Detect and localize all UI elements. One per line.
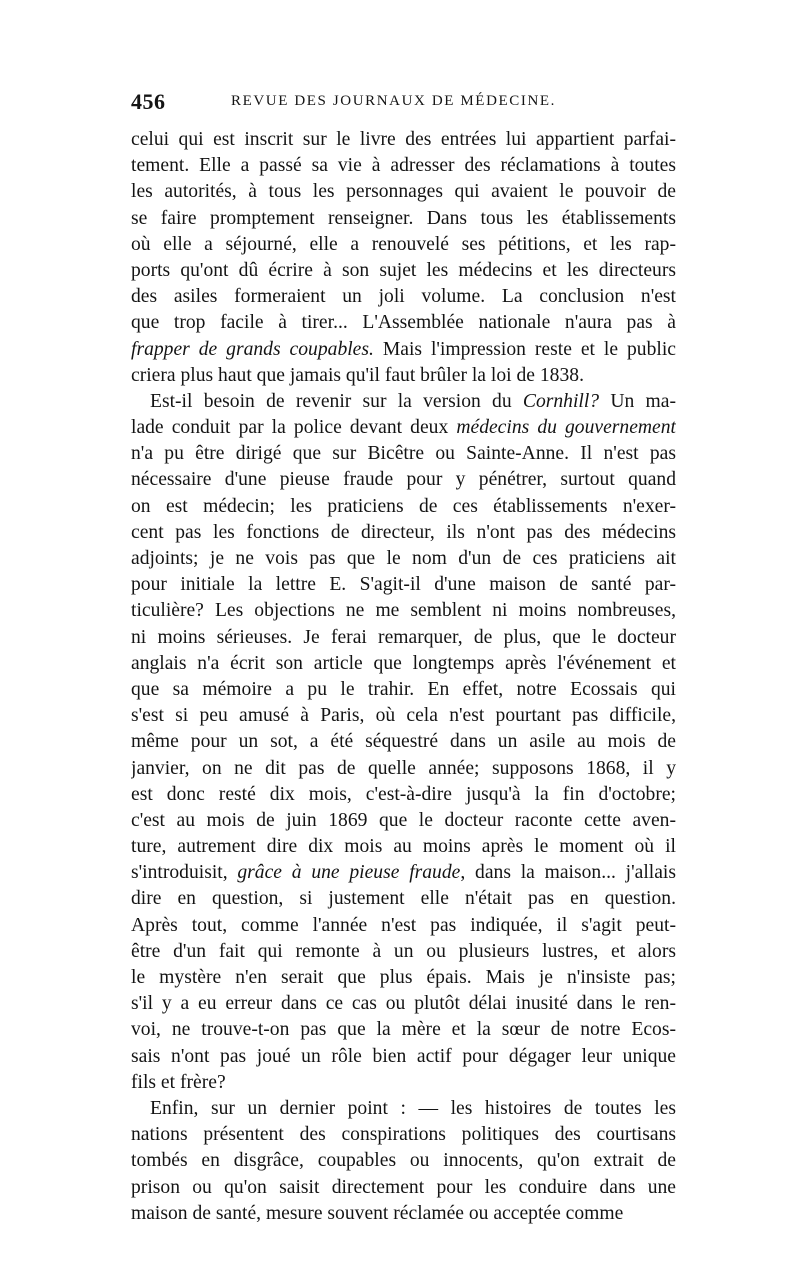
- running-title: REVUE DES JOURNAUX DE MÉDECINE.: [231, 93, 557, 109]
- text-line: [131, 598, 676, 624]
- italic-text: Cornhill?: [522, 390, 600, 412]
- text-line: [131, 127, 676, 153]
- text-line: [131, 1096, 676, 1122]
- text-line: [131, 179, 676, 205]
- text-line: [131, 284, 676, 310]
- text-segment: on est médecin; les praticiens de ces établissements n'exer-: [131, 495, 676, 517]
- text-segment: Un ma-: [599, 390, 676, 412]
- text-segment: s'est si peu amusé à Paris, où cela n'est pourtant pas difficile,: [131, 705, 676, 727]
- text-line: [131, 808, 676, 834]
- text-segment: des asiles formeraient un joli volume. La conclusion n'est: [131, 286, 676, 308]
- text-line: [131, 860, 676, 886]
- text-line: [131, 1175, 676, 1201]
- text-segment: s'introduisit,: [131, 862, 238, 884]
- text-line: [131, 1044, 676, 1070]
- text-line: [131, 782, 676, 808]
- running-head: [131, 89, 676, 119]
- text-segment: ports qu'ont dû écrire à son sujet les médecins et les directeurs: [131, 259, 676, 281]
- text-line: [131, 206, 676, 232]
- text-segment: Mais l'impression reste et le public: [373, 338, 676, 360]
- text-line: [131, 389, 676, 415]
- text-line: [131, 965, 676, 991]
- text-segment: lade conduit par la police devant deux: [131, 417, 457, 439]
- text-line: [131, 572, 676, 598]
- text-line: [131, 415, 676, 441]
- text-segment: où elle a séjourné, elle a renouvelé ses pétitions, et les rap-: [131, 233, 676, 255]
- text-segment: pour initiale la lettre E. S'agit-il d'une maison de santé par-: [131, 574, 676, 596]
- text-line: [131, 756, 676, 782]
- text-line: [131, 1070, 676, 1096]
- text-line: [131, 913, 676, 939]
- text-line: [131, 1122, 676, 1148]
- text-segment: , dans la maison... j'allais: [460, 862, 676, 884]
- text-segment: Est-il besoin de revenir sur la version du: [150, 390, 523, 412]
- text-line: [131, 677, 676, 703]
- text-segment: même pour un sot, a été séquestré dans un asile au mois de: [131, 731, 676, 753]
- text-segment: cent pas les fonctions de directeur, ils n'ont pas des médecins: [131, 521, 676, 543]
- text-segment: c'est au mois de juin 1869 que le docteur raconte cette aven-: [131, 809, 676, 831]
- text-segment: que trop facile à tirer... L'Assemblée nationale n'aura pas à: [131, 312, 676, 334]
- text-segment: ticulière? Les objections ne me semblent ni moins nombreuses,: [131, 600, 676, 622]
- text-segment: fils et frère?: [131, 1071, 226, 1093]
- text-segment: le mystère n'en serait que plus épais. Mais je n'insiste pas;: [131, 967, 676, 988]
- text-segment: se faire promptement renseigner. Dans tous les établissements: [131, 207, 676, 229]
- text-segment: s'il y a eu erreur dans ce cas ou plutôt délai inusité dans le ren-: [131, 993, 676, 1015]
- text-segment: prison ou qu'on saisit directement pour les conduire dans une: [131, 1176, 676, 1198]
- italic-text: frapper de grands coupables.: [131, 338, 374, 360]
- text-line: [131, 337, 676, 363]
- text-line: [131, 232, 676, 258]
- text-line: [131, 310, 676, 336]
- text-line: [131, 1148, 676, 1174]
- text-line: [131, 939, 676, 965]
- text-line: [131, 625, 676, 651]
- text-segment: est donc resté dix mois, c'est-à-dire jusqu'à la fin d'octobre;: [131, 783, 676, 805]
- text-line: [131, 363, 676, 389]
- text-line: [131, 886, 676, 912]
- text-segment: tombés en disgrâce, coupables ou innocents, qu'on extrait de: [131, 1150, 676, 1172]
- text-line: [131, 258, 676, 284]
- text-line: [131, 703, 676, 729]
- text-segment: dire en question, si justement elle n'était pas en question.: [131, 888, 676, 910]
- text-line: [131, 991, 676, 1017]
- text-line: [131, 729, 676, 755]
- page-number: 456: [131, 89, 166, 114]
- text-segment: être d'un fait qui remonte à un ou plusieurs lustres, et alors: [131, 940, 676, 962]
- text-segment: Enfin, sur un dernier point : — les histoires de toutes les: [150, 1097, 676, 1119]
- text-line: [131, 834, 676, 860]
- text-segment: que sa mémoire a pu le trahir. En effet, notre Ecossais qui: [131, 678, 676, 700]
- text-segment: n'a pu être dirigé que sur Bicêtre ou Sainte-Anne. Il n'est pas: [131, 443, 676, 465]
- text-line: [131, 494, 676, 520]
- text-segment: tement. Elle a passé sa vie à adresser des réclamations à toutes: [131, 155, 676, 177]
- text-line: [131, 153, 676, 179]
- text-line: [131, 441, 676, 467]
- text-segment: janvier, on ne dit pas de quelle année; supposons 1868, il y: [131, 757, 676, 779]
- text-segment: celui qui est inscrit sur le livre des entrées lui appartient parfai-: [131, 129, 676, 150]
- text-segment: criera plus haut que jamais qu'il faut brûler la loi de 1838.: [131, 364, 584, 386]
- text-line: [131, 1017, 676, 1043]
- body-text: [131, 127, 676, 1227]
- text-segment: adjoints; je ne vois pas que le nom d'un de ces praticiens ait: [131, 548, 676, 569]
- text-line: [131, 1201, 676, 1227]
- text-segment: ture, autrement dire dix mois au moins après le moment où il: [131, 836, 676, 858]
- italic-text: grâce à une pieuse fraude: [237, 862, 461, 884]
- text-segment: maison de santé, mesure souvent réclamée ou acceptée comme: [131, 1202, 624, 1224]
- text-line: [131, 651, 676, 677]
- text-segment: les autorités, à tous les personnages qui avaient le pouvoir de: [131, 181, 676, 203]
- text-line: [131, 467, 676, 493]
- text-segment: nécessaire d'une pieuse fraude pour y pénétrer, surtout quand: [131, 469, 676, 491]
- text-line: [131, 546, 676, 572]
- italic-text: médecins du gouvernement: [456, 417, 676, 439]
- text-segment: ni moins sérieuses. Je ferai remarquer, de plus, que le docteur: [131, 626, 676, 648]
- text-segment: voi, ne trouve-t-on pas que la mère et la sœur de notre Ecos-: [131, 1019, 676, 1041]
- text-segment: Après tout, comme l'année n'est pas indiquée, il s'agit peut-: [131, 914, 676, 936]
- text-segment: nations présentent des conspirations politiques des courtisans: [131, 1124, 676, 1146]
- text-segment: sais n'ont pas joué un rôle bien actif pour dégager leur unique: [131, 1045, 676, 1067]
- text-line: [131, 520, 676, 546]
- text-segment: anglais n'a écrit son article que longtemps après l'événement et: [131, 652, 676, 674]
